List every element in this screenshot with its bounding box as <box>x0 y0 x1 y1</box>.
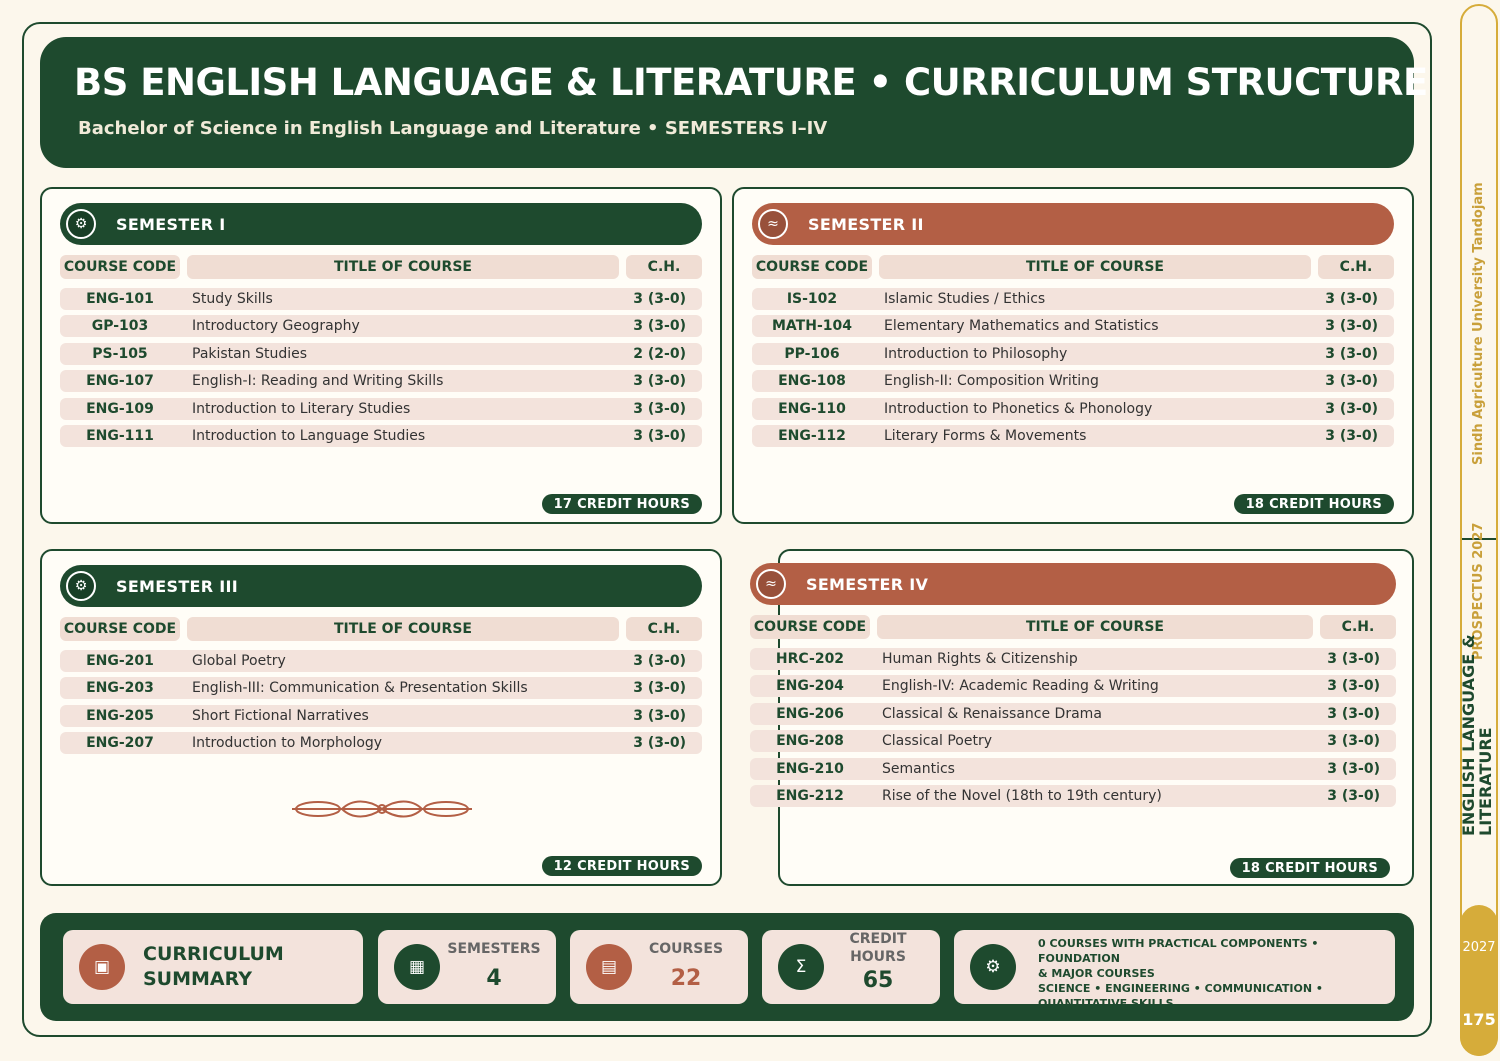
col-course-title: TITLE OF COURSE <box>877 615 1313 639</box>
course-credit-hours: 3 (3-0) <box>1325 318 1378 335</box>
credit-hours-badge: 17 CREDIT HOURS <box>542 494 702 514</box>
course-code: ENG-206 <box>776 705 844 722</box>
course-title: Human Rights & Citizenship <box>882 651 1078 667</box>
curriculum-summary <box>40 913 1414 1021</box>
table-row <box>60 288 702 310</box>
department-line2: LITERATURE <box>1476 727 1495 836</box>
table-header <box>60 617 702 641</box>
col-course-title: TITLE OF COURSE <box>187 617 619 641</box>
table-row <box>752 370 1394 392</box>
course-code: ENG-203 <box>86 680 154 697</box>
course-title: English-III: Communication & Presentation Skills <box>192 680 528 697</box>
semester-header <box>752 203 1394 245</box>
col-course-title: TITLE OF COURSE <box>879 255 1311 279</box>
credit-hours-badge: 18 CREDIT HOURS <box>1234 494 1394 514</box>
course-code: ENG-101 <box>86 291 154 307</box>
semester-card-3 <box>40 549 722 886</box>
table-row <box>752 343 1394 365</box>
credit-hours-badge: 18 CREDIT HOURS <box>1230 858 1390 878</box>
course-code: ENG-112 <box>778 427 846 444</box>
col-credit-hours: C.H. <box>1318 255 1394 279</box>
courses-label: COURSES <box>648 941 724 957</box>
summary-credit-hours <box>762 930 940 1004</box>
course-code: ENG-108 <box>778 373 846 390</box>
course-title: Introductory Geography <box>192 318 360 335</box>
table-row <box>60 732 702 754</box>
table-row <box>60 650 702 672</box>
semester-card-1 <box>40 187 722 524</box>
credit-hours-label <box>828 930 928 966</box>
col-credit-hours: C.H. <box>626 255 702 279</box>
course-credit-hours: 3 (3-0) <box>633 653 686 669</box>
course-credit-hours: 3 (3-0) <box>633 373 686 390</box>
gear-icon: ⚙ <box>66 571 96 601</box>
credit-hours-value: 65 <box>862 968 894 993</box>
table-row <box>60 343 702 365</box>
course-title: Introduction to Morphology <box>192 735 383 752</box>
summary-note-text <box>1038 936 1395 1011</box>
course-credit-hours: 3 (3-0) <box>1325 427 1378 444</box>
table-row <box>752 398 1394 420</box>
table-row <box>750 648 1396 670</box>
credit-label-line1: CREDIT <box>849 931 907 947</box>
gear-icon: ⚙ <box>66 209 96 239</box>
table-header <box>60 255 702 279</box>
course-title: Global Poetry <box>192 653 286 669</box>
course-credit-hours: 3 (3-0) <box>633 400 686 417</box>
list-icon: ▤ <box>586 944 632 990</box>
course-title: Rise of the Novel (18th to 19th century) <box>882 787 1162 804</box>
course-code: ENG-205 <box>86 707 154 724</box>
note-line: QUANTITATIVE SKILLS <box>1038 997 1174 1010</box>
course-title: Introduction to Philosophy <box>884 345 1068 362</box>
course-title: Introduction to Language Studies <box>192 427 426 444</box>
course-credit-hours: 3 (3-0) <box>1327 705 1380 722</box>
courses-value: 22 <box>670 966 702 991</box>
table-row <box>750 758 1396 780</box>
course-code: ENG-107 <box>86 373 154 390</box>
course-credit-hours: 3 (3-0) <box>1327 651 1380 667</box>
department-name <box>1460 634 1494 836</box>
summary-courses <box>570 930 748 1004</box>
prospectus-label: PROSPECTUS 2027 <box>1471 522 1486 660</box>
col-course-code: COURSE CODE <box>60 617 180 641</box>
course-credit-hours: 3 (3-0) <box>1327 678 1380 695</box>
course-title: English-II: Composition Writing <box>884 373 1099 390</box>
grid-icon: ▦ <box>394 944 440 990</box>
university-name: Sindh Agriculture University Tandojam <box>1471 182 1486 465</box>
col-course-title: TITLE OF COURSE <box>187 255 619 279</box>
summary-semesters <box>378 930 556 1004</box>
semester-card-4-content <box>732 549 1414 886</box>
summary-heading <box>143 942 284 992</box>
col-credit-hours: C.H. <box>1320 615 1396 639</box>
gear-icon: ⚙ <box>970 944 1016 990</box>
course-list <box>752 288 1394 452</box>
summary-heading-box <box>63 930 363 1004</box>
course-list <box>750 648 1396 812</box>
course-code: ENG-110 <box>778 400 846 417</box>
col-course-code: COURSE CODE <box>752 255 872 279</box>
course-credit-hours: 3 (3-0) <box>1327 787 1380 804</box>
course-list <box>60 650 702 760</box>
course-code: PS-105 <box>92 345 148 362</box>
note-line: 0 COURSES WITH PRACTICAL COMPONENTS • FOUNDATION <box>1038 937 1319 965</box>
course-title: Elementary Mathematics and Statistics <box>884 318 1159 335</box>
ornament-divider <box>288 797 476 821</box>
side-strip-gold <box>1460 905 1498 1056</box>
sigma-icon: Σ <box>778 944 824 990</box>
course-title: Classical & Renaissance Drama <box>882 705 1102 722</box>
table-row <box>60 677 702 699</box>
table-row <box>60 425 702 447</box>
table-row <box>750 730 1396 752</box>
table-row <box>750 675 1396 697</box>
course-credit-hours: 3 (3-0) <box>1327 733 1380 750</box>
summary-note <box>954 930 1395 1010</box>
course-credit-hours: 3 (3-0) <box>1325 400 1378 417</box>
table-header <box>750 615 1396 639</box>
col-credit-hours: C.H. <box>626 617 702 641</box>
table-row <box>750 703 1396 725</box>
course-code: IS-102 <box>786 291 838 307</box>
course-code: ENG-212 <box>776 787 844 804</box>
col-course-code: COURSE CODE <box>750 615 870 639</box>
course-code: ENG-111 <box>86 427 154 444</box>
table-row <box>750 785 1396 807</box>
course-list <box>60 288 702 452</box>
semesters-value: 4 <box>486 966 502 991</box>
semester-title: SEMESTER II <box>808 214 924 234</box>
course-credit-hours: 3 (3-0) <box>633 707 686 724</box>
course-title: Introduction to Phonetics & Phonology <box>884 400 1153 417</box>
table-header <box>752 255 1394 279</box>
page-header <box>40 37 1428 168</box>
course-credit-hours: 3 (3-0) <box>633 735 686 752</box>
square-target-icon: ▣ <box>79 944 125 990</box>
course-title: Study Skills <box>192 291 273 307</box>
col-course-code: COURSE CODE <box>60 255 180 279</box>
department-line1: ENGLISH LANGUAGE & <box>1459 634 1478 836</box>
semesters-label: SEMESTERS <box>447 941 541 957</box>
course-title: Literary Forms & Movements <box>884 427 1087 444</box>
course-code: HRC-202 <box>775 651 845 667</box>
page-title: BS ENGLISH LANGUAGE & LITERATURE • CURRICULUM STRUCTURE <box>74 61 1428 104</box>
note-line: SCIENCE • ENGINEERING • COMMUNICATION • <box>1038 982 1323 995</box>
course-title: Classical Poetry <box>882 733 992 750</box>
semester-title: SEMESTER III <box>116 576 239 596</box>
credit-hours-badge: 12 CREDIT HOURS <box>542 856 702 876</box>
course-credit-hours: 3 (3-0) <box>633 318 686 335</box>
course-code: ENG-201 <box>86 653 154 669</box>
summary-heading-line1: CURRICULUM <box>143 943 284 965</box>
table-row <box>752 315 1394 337</box>
course-title: English-IV: Academic Reading & Writing <box>882 678 1159 695</box>
semester-title: SEMESTER IV <box>806 574 929 594</box>
wave-icon: ≈ <box>758 209 788 239</box>
course-credit-hours: 2 (2-0) <box>633 345 686 362</box>
course-code: ENG-210 <box>776 760 844 777</box>
table-row <box>60 705 702 727</box>
course-credit-hours: 3 (3-0) <box>1325 291 1378 307</box>
course-title: Islamic Studies / Ethics <box>884 291 1046 307</box>
course-credit-hours: 3 (3-0) <box>1327 760 1380 777</box>
course-title: Pakistan Studies <box>192 345 308 362</box>
semester-header <box>60 203 702 245</box>
summary-heading-line2: SUMMARY <box>143 968 252 990</box>
course-credit-hours: 3 (3-0) <box>633 427 686 444</box>
wave-icon: ≈ <box>756 569 786 599</box>
table-row <box>60 370 702 392</box>
course-title: Semantics <box>882 760 955 777</box>
table-row <box>752 425 1394 447</box>
semester-header <box>60 565 702 607</box>
page-subtitle: Bachelor of Science in English Language and Literature • SEMESTERS I–IV <box>78 118 828 139</box>
course-credit-hours: 3 (3-0) <box>1325 373 1378 390</box>
page-number: 175 <box>1462 1010 1496 1029</box>
course-code: ENG-207 <box>86 735 154 752</box>
course-code: ENG-208 <box>776 733 844 750</box>
course-code: GP-103 <box>91 318 149 335</box>
table-row <box>60 398 702 420</box>
course-title: English-I: Reading and Writing Skills <box>192 373 444 390</box>
course-code: MATH-104 <box>772 318 852 335</box>
course-code: ENG-204 <box>776 678 844 695</box>
course-title: Short Fictional Narratives <box>192 707 369 724</box>
semester-header <box>750 563 1396 605</box>
semester-card-2 <box>732 187 1414 524</box>
course-credit-hours: 3 (3-0) <box>1325 345 1378 362</box>
note-line: & MAJOR COURSES <box>1038 967 1155 980</box>
course-credit-hours: 3 (3-0) <box>633 291 686 307</box>
credit-label-line2: HOURS <box>850 949 906 965</box>
course-credit-hours: 3 (3-0) <box>633 680 686 697</box>
table-row <box>752 288 1394 310</box>
course-code: PP-106 <box>784 345 840 362</box>
side-year: 2027 <box>1462 940 1496 955</box>
table-row <box>60 315 702 337</box>
semester-title: SEMESTER I <box>116 214 226 234</box>
course-code: ENG-109 <box>86 400 154 417</box>
course-title: Introduction to Literary Studies <box>192 400 411 417</box>
